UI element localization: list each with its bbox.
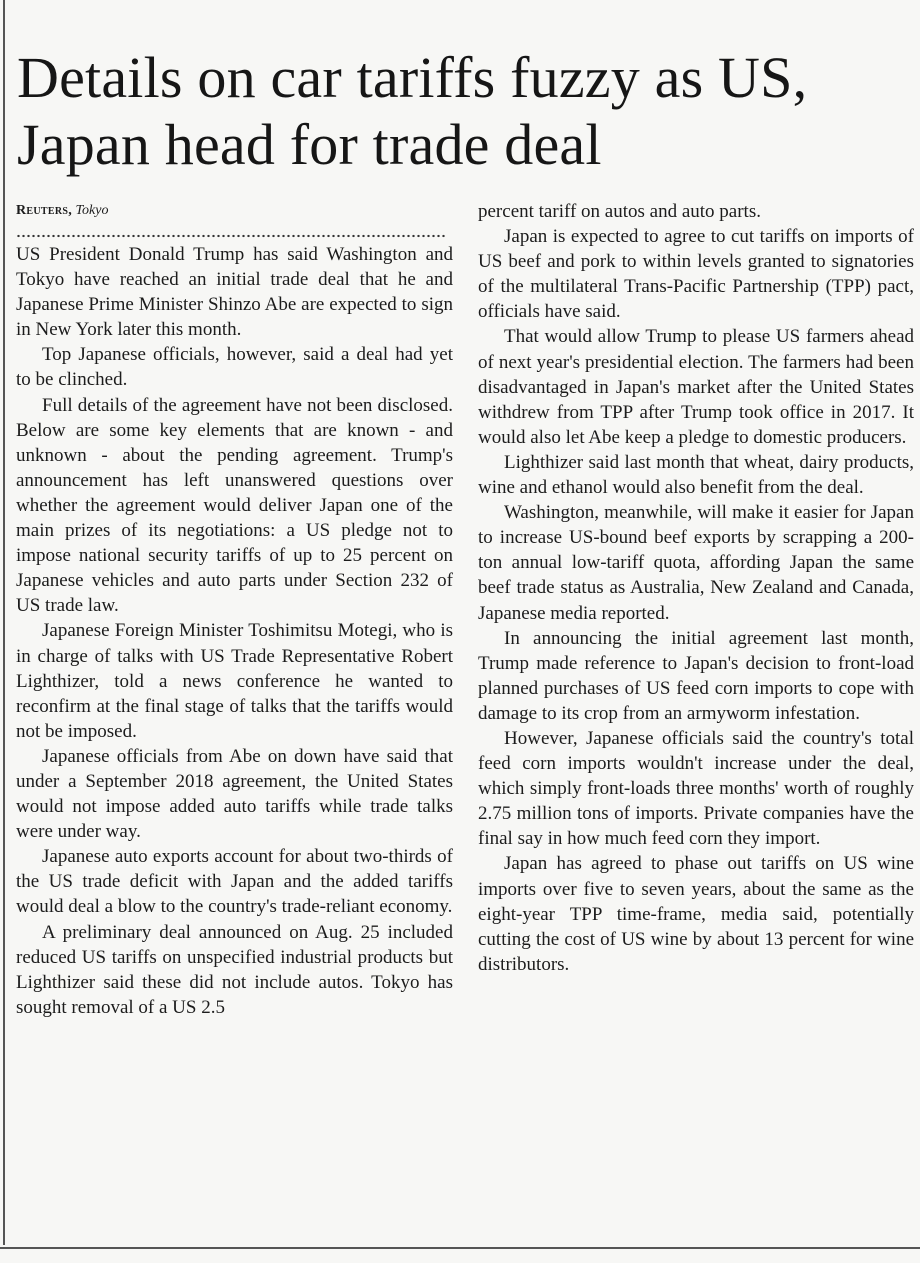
paragraph: Full details of the agreement have not been disclosed. Below are some key elements that are known - and unknown - about the pending agreement. Trump's announcement has left unanswered questions over whether the agreement would deliver Japan one of the main prizes of its negotiations: a US pledge not to impose national security tariffs of up to 25 percent on Japanese vehicles and auto parts under Section 232 of US trade law. [16,394,453,617]
byline-location: Tokyo [75,203,109,218]
paragraph: Top Japanese officials, however, said a deal had yet to be clinched. [16,344,453,391]
article-column-right [478,199,914,977]
paragraph: Japanese Foreign Minister Toshimitsu Motegi, who is in charge of talks with US Trade Representative Robert Lighthizer, told a news conference he wanted to reconfirm at the final stage of talks that the tariffs would not be imposed. [16,620,453,742]
paragraph: Japan has agreed to phase out tariffs on US wine imports over five to seven years, about the same as the eight-year TPP time-frame, media said, potentially cutting the cost of US wine by about 13 percent for wine distributors. [478,853,914,975]
paragraph: Lighthizer said last month that wheat, dairy products, wine and ethanol would also benefit from the deal. [478,451,914,499]
paragraph: However, Japanese officials said the country's total feed corn imports wouldn't increase under the deal, which simply front-loads three months' worth of roughly 2.75 million tons of imports. Private companies have the final say in how much feed corn they import. [478,727,914,850]
paragraph-continuation: percent tariff on autos and auto parts. [478,201,761,222]
article-column-left [16,200,453,1020]
page-left-rule [3,0,5,1245]
paragraph: In announcing the initial agreement last month, Trump made reference to Japan's decision to front-load planned purchases of US feed corn imports to cope with damage to its crop from an armyworm infestation. [478,627,914,724]
paragraph: A preliminary deal announced on Aug. 25 included reduced US tariffs on unspecified industrial products but Lighthizer said these did not include autos. Tokyo has sought removal of a US 2.5 [16,921,453,1018]
dotted-separator [16,234,446,238]
paragraph: US President Donald Trump has said Washington and Tokyo have reached an initial trade deal that he and Japanese Prime Minister Shinzo Abe are expected to sign in New York later this month. [16,244,453,341]
paragraph: Washington, meanwhile, will make it easier for Japan to increase US-bound beef exports by scrapping a 200-ton annual low-tariff quota, affording Japan the same beef trade status as Australia, New Zealand and Canada, Japanese media reported. [478,502,914,624]
paragraph: Japanese auto exports account for about two-thirds of the US trade deficit with Japan and the added tariffs would deal a blow to the country's trade-reliant economy. [16,846,453,918]
byline [16,200,453,222]
paragraph: Japanese officials from Abe on down have said that under a September 2018 agreement, the United States would not impose added auto tariffs while trade talks were under way. [16,745,453,843]
byline-agency: Reuters, [16,203,73,218]
paragraph: That would allow Trump to please US farmers ahead of next year's presidential election. The farmers had been disadvantaged in Japan's market after the United States withdrew from TPP after Trump took office in 2017. It would also let Abe keep a pledge to domestic producers. [478,326,914,448]
paragraph: Japan is expected to agree to cut tariffs on imports of US beef and pork to within levels granted to signatories of the multilateral Trans-Pacific Partnership (TPP) pact, officials have said. [478,226,914,323]
page-bottom-rule [0,1247,920,1249]
headline: Details on car tariffs fuzzy as US, Japan head for trade deal [17,45,808,177]
